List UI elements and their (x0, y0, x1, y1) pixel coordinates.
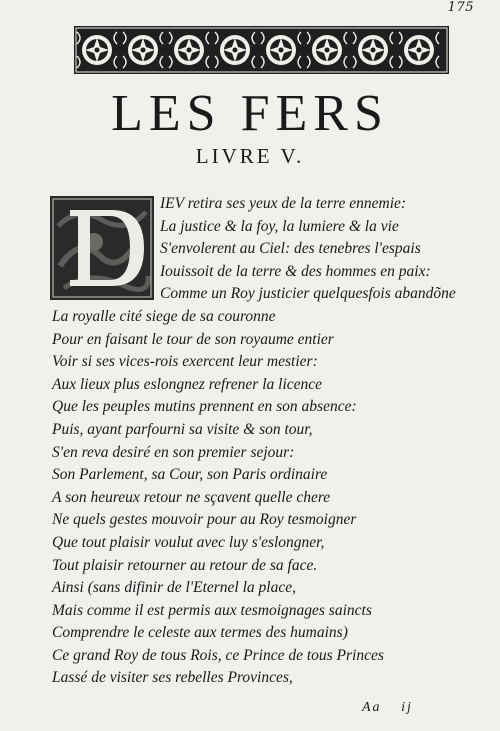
page-title: LES FERS (111, 85, 389, 142)
verse-line: La justice & la foy, la lumiere & la vie (160, 217, 399, 235)
signature-mark (362, 700, 413, 716)
verse-line: S'envolerent au Ciel: des tenebres l'espais (160, 240, 421, 258)
verse-line: Puis, ayant parfourni sa visite & son tour, (52, 420, 313, 438)
verse-line: A son heureux retour ne sçavent quelle chere (52, 488, 331, 506)
verse-line: Ne quels gestes mouvoir pour au Roy tesmoigner (52, 511, 357, 529)
verse-line: Tout plaisir retourner au retour de sa face. (52, 556, 318, 574)
ornamental-headpiece (74, 26, 449, 74)
verse-line: Que les peuples mutins prennent en son absence: (52, 398, 357, 416)
verse-line: Aux lieux plus eslongnez refrener la licence (52, 375, 323, 393)
signature-letters: Aa (362, 700, 382, 715)
catchword: ij (401, 700, 413, 715)
verse-line: Ce grand Roy de tous Rois, ce Prince de tous Princes (52, 646, 384, 664)
verse-line: Iouissoit de la terre & des hommes en paix: (160, 262, 431, 280)
verse-line: Que tout plaisir voulut avec luy s'eslongner, (52, 533, 325, 551)
poem-text (0, 193, 500, 690)
verse-line: Comprendre le celeste aux termes des humains) (52, 624, 348, 642)
verse-line: Voir si ses vices-rois exercent leur mestier: (52, 353, 318, 371)
verse-line: Ainsi (sans difinir de l'Eternel la place, (52, 579, 296, 597)
verse-line: Comme un Roy justicier quelquesfois abandõne (160, 285, 456, 303)
ornament-band-icon (74, 26, 449, 74)
verse-line: Pour en faisant le tour de son royaume entier (52, 330, 334, 348)
verse-line: La royalle cité siege de sa couronne (52, 307, 276, 325)
book-subtitle: LIVRE V. (195, 144, 305, 168)
verse-line: IEV retira ses yeux de la terre ennemie: (160, 195, 407, 212)
verse-line: Lassé de visiter ses rebelles Provinces, (52, 669, 293, 687)
verse-line: S'en reva desiré en son premier sejour: (52, 443, 295, 461)
verse-line: Son Parlement, sa Cour, son Paris ordinaire (52, 466, 328, 484)
verse-line: Mais comme il est permis aux tesmoignages saincts (52, 601, 372, 619)
page-number: 175 (447, 0, 474, 15)
